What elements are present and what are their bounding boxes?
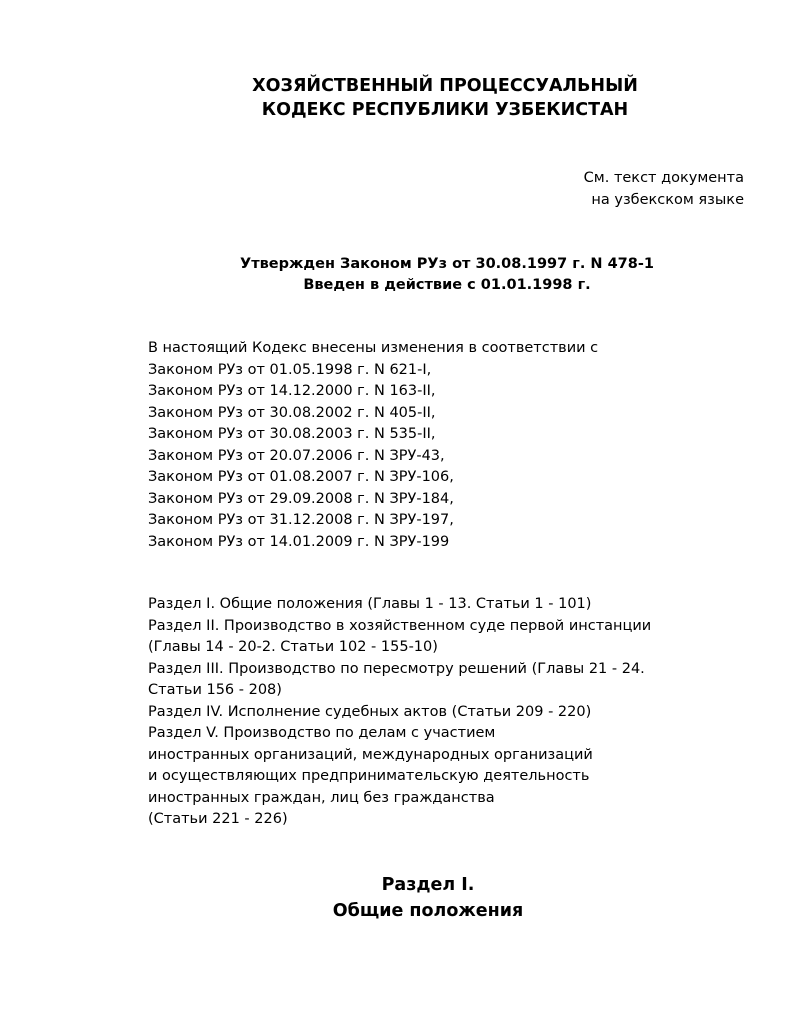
toc-line: и осуществляющих предпринимательскую деятельность <box>148 768 590 784</box>
uzbek-text-note <box>584 167 744 211</box>
amendment-law-item: Законом РУз от 29.09.2008 г. N ЗРУ-184, <box>148 490 454 507</box>
section-number: Раздел I. <box>381 875 475 895</box>
table-of-contents <box>148 594 651 831</box>
amendments-intro: В настоящий Кодекс внесены изменения в соответствии с <box>148 340 599 356</box>
amendment-law-item: Законом РУз от 30.08.2002 г. N 405-II, <box>148 404 436 421</box>
uzbek-text-note-line-1: См. текст документа <box>583 170 744 186</box>
uzbek-text-note-line-2: на узбекском языке <box>591 192 744 208</box>
document-title-line-1: ХОЗЯЙСТВЕННЫЙ ПРОЦЕССУАЛЬНЫЙ <box>252 76 638 96</box>
amendment-law-item: Законом РУз от 31.12.2008 г. N ЗРУ-197, <box>148 512 454 528</box>
amendment-law-item: Законом РУз от 20.07.2006 г. N ЗРУ-43, <box>148 447 445 464</box>
toc-line: Раздел I. Общие положения (Главы 1 - 13. Статьи 1 - 101) <box>148 596 592 612</box>
amendment-law-item: Законом РУз от 30.08.2003 г. N 535-II, <box>148 426 436 442</box>
approval-info <box>0 254 800 296</box>
amendment-law-item: Законом РУз от 14.12.2000 г. N 163-II, <box>148 383 436 399</box>
amendments-list <box>148 338 598 553</box>
toc-line: Раздел V. Производство по делам с участием <box>148 725 496 741</box>
amendment-law-item: Законом РУз от 14.01.2009 г. N ЗРУ-199 <box>148 533 450 550</box>
document-title-line-2: КОДЕКС РЕСПУБЛИКИ УЗБЕКИСТАН <box>261 100 629 120</box>
amendment-law-item: Законом РУз от 01.08.2007 г. N ЗРУ-106, <box>148 469 454 485</box>
effective-date-line: Введен в действие с 01.01.1998 г. <box>303 277 591 293</box>
toc-line: иностранных организаций, международных организаций <box>148 746 593 763</box>
section-heading <box>0 872 800 924</box>
toc-line: (Главы 14 - 20-2. Статьи 102 - 155-10) <box>148 639 438 655</box>
toc-line: иностранных граждан, лиц без гражданства <box>148 789 495 806</box>
toc-line: Раздел II. Производство в хозяйственном суде первой инстанции <box>148 617 652 634</box>
toc-line: Раздел IV. Исполнение судебных актов (Статьи 209 - 220) <box>148 703 592 720</box>
section-name: Общие положения <box>332 901 524 921</box>
document-title <box>0 74 800 122</box>
toc-line: (Статьи 221 - 226) <box>148 811 288 827</box>
toc-line: Статьи 156 - 208) <box>148 682 282 698</box>
toc-line: Раздел III. Производство по пересмотру решений (Главы 21 - 24. <box>148 660 645 677</box>
amendment-law-item: Законом РУз от 01.05.1998 г. N 621-I, <box>148 361 432 378</box>
approval-line: Утвержден Законом РУз от 30.08.1997 г. N 478-1 <box>240 256 654 272</box>
